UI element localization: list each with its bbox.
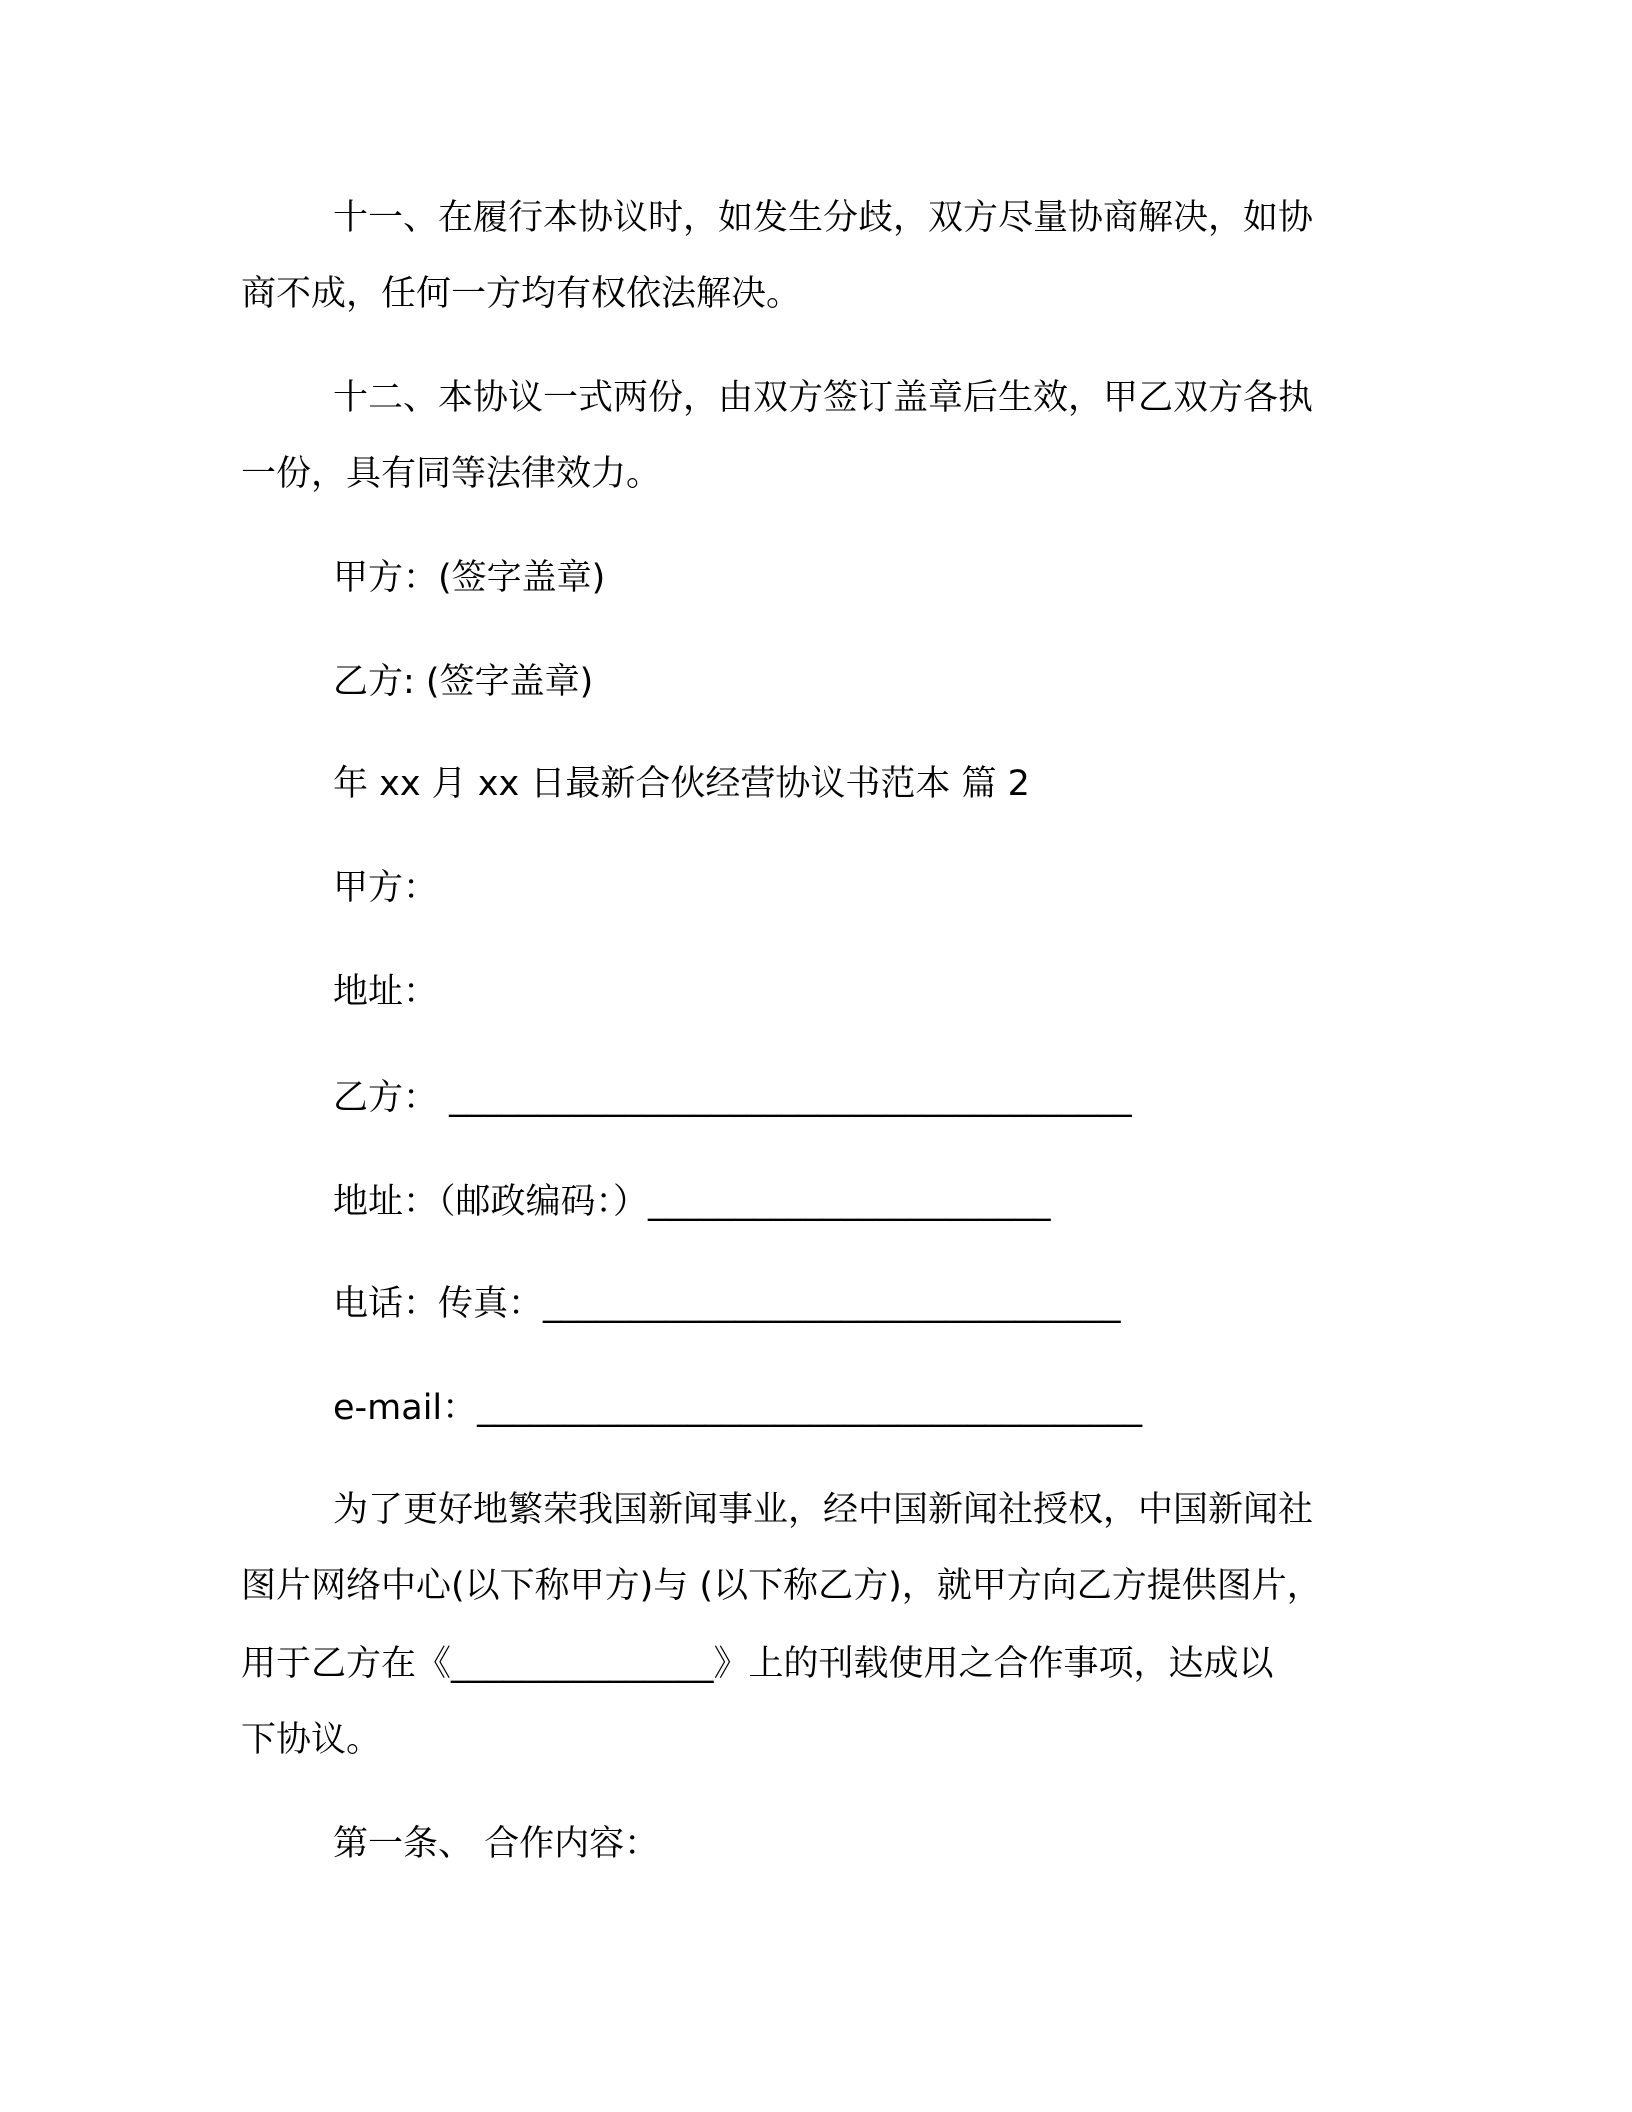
intro-paragraph-line-3: 用于乙方在《_______________》上的刊载使用之合作事项，达成以 xyxy=(241,1644,1274,1684)
intro-paragraph-line-1: 为了更好地繁荣我国新闻事业，经中国新闻社授权，中国新闻社 xyxy=(333,1490,1314,1530)
address-label: 地址： xyxy=(333,972,439,1012)
email-field: e-mail：______________________________________ xyxy=(333,1388,1143,1428)
clause-12-line-2: 一份，具有同等法律效力。 xyxy=(241,454,662,494)
intro-paragraph-line-4: 下协议。 xyxy=(241,1720,382,1760)
party-b-field: 乙方： _______________________________________ xyxy=(333,1078,1132,1118)
clause-11-line-1: 十一、在履行本协议时，如发生分歧，双方尽量协商解决，如协 xyxy=(333,198,1314,238)
party-a-label: 甲方： xyxy=(333,868,439,908)
intro-paragraph-line-2: 图片网络中心(以下称甲方)与 (以下称乙方)，就甲方向乙方提供图片， xyxy=(241,1566,1322,1606)
date-and-heading: 年 xx 月 xx 日最新合伙经营协议书范本 篇 2 xyxy=(333,764,1030,804)
address-postcode-field: 地址：（邮政编码：）_______________________ xyxy=(333,1182,1051,1222)
phone-fax-field: 电话：传真：_________________________________ xyxy=(333,1284,1121,1324)
article-1-heading: 第一条、 合作内容： xyxy=(333,1824,660,1864)
clause-11-line-2: 商不成，任何一方均有权依法解决。 xyxy=(241,274,802,314)
clause-12-line-1: 十二、本协议一式两份，由双方签订盖章后生效，甲乙双方各执 xyxy=(333,378,1314,418)
party-a-signature: 甲方：(签字盖章) xyxy=(333,558,606,598)
party-b-signature: 乙方: (签字盖章) xyxy=(333,662,594,702)
